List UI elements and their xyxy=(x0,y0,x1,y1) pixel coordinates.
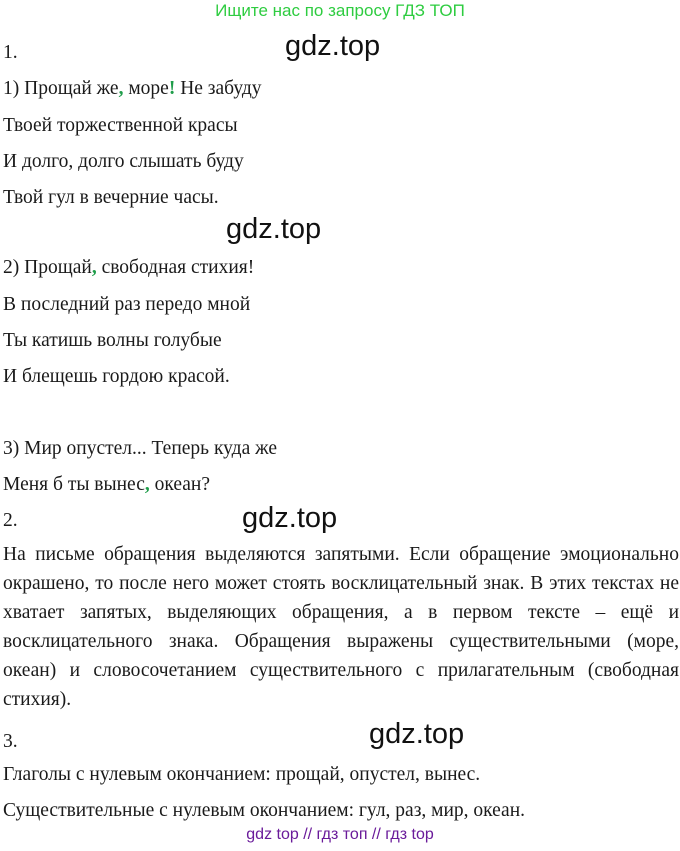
section-3-nouns: Существительные с нулевым окончанием: гул, раз, мир, океан. xyxy=(3,800,526,821)
poem2-line4: И блещешь гордою красой. xyxy=(3,366,230,387)
inserted-comma: , xyxy=(118,78,124,99)
poem3-line2: Меня б ты вынес, океан? xyxy=(3,474,210,495)
watermark-3: gdz.top xyxy=(242,502,338,534)
poem2-line2: В последний раз передо мной xyxy=(3,294,251,315)
poem1-line3: И долго, долго слышать буду xyxy=(3,151,244,172)
inserted-comma: , xyxy=(91,257,97,278)
poem3-line1: 3) Мир опустел... Теперь куда же xyxy=(3,438,277,459)
watermark-2: gdz.top xyxy=(226,213,322,245)
poem2-line3: Ты катишь волны голубые xyxy=(3,330,222,351)
watermark-4: gdz.top xyxy=(369,718,465,750)
inserted-exclamation: ! xyxy=(168,78,176,99)
watermark-1: gdz.top xyxy=(285,30,381,62)
inserted-comma: , xyxy=(144,474,150,495)
poem1-line2: Твоей торжественной красы xyxy=(3,115,238,136)
poem1-line1: 1) Прощай же, море! Не забуду xyxy=(3,78,262,99)
poem2-line1: 2) Прощай, свободная стихия! xyxy=(3,257,255,278)
section-3-verbs: Глаголы с нулевым окончанием: прощай, опустел, вынес. xyxy=(3,764,481,785)
top-banner[interactable]: Ищите нас по запросу ГДЗ ТОП xyxy=(215,1,465,20)
poem1-line4: Твой гул в вечерние часы. xyxy=(3,187,219,208)
section-3-number: 3. xyxy=(3,731,18,752)
section-2-number: 2. xyxy=(3,510,18,531)
footer-banner[interactable]: gdz top // гдз топ // гдз top xyxy=(246,826,434,843)
section-2-explanation: На письме обращения выделяются запятыми. Если обращение эмоционально окрашено, то после него может стоять восклицательный знак. В этих текстах не хватает запятых, выделяющих обращения, а в первом тексте – ещё и восклицательного знака. Обращения выражены существительными (море, океан) и словосочетанием существительного с прилагательным (свободная стихия). xyxy=(3,544,679,710)
section-1-number: 1. xyxy=(3,42,18,63)
